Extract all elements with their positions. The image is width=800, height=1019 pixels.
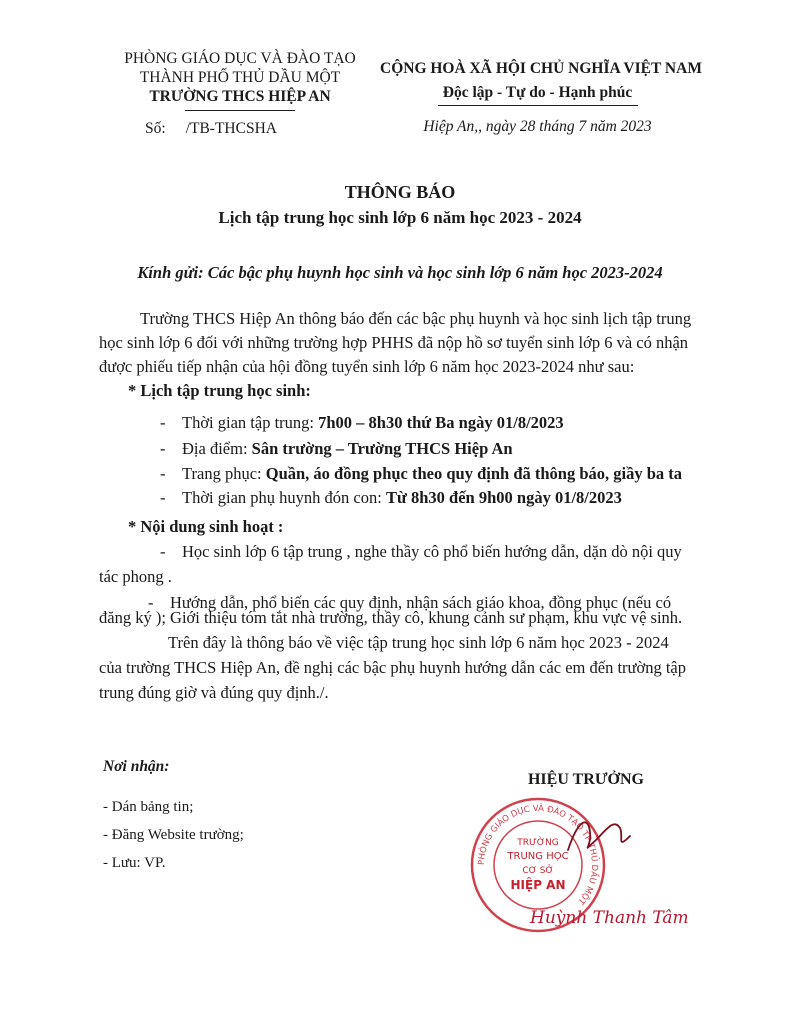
recipient-item: - Đăng Website trường; [103,827,244,843]
recipient-item: - Lưu: VP. [103,855,166,871]
signature-scribble [560,810,640,870]
schedule-heading: * Lịch tập trung học sinh: [128,381,311,400]
stamp-ring-text: PHÒNG GIÁO DỤC VÀ ĐÀO TẠO TP THỦ DẦU MỘT [476,803,600,907]
stamp-center-text: CƠ SỞ [522,866,554,876]
document-title: THÔNG BÁO [344,182,456,202]
national-motto: Độc lập - Tự do - Hạnh phúc [442,84,633,101]
stamp-center-text: TRƯỜNG [517,838,559,848]
signer-name: Huỳnh Thanh Tâm [530,908,689,928]
recipients-heading: Nơi nhận: [103,758,170,775]
agency-name: PHÒNG GIÁO DỤC VÀ ĐÀO TẠO [124,50,356,67]
schedule-item-pickup: - Thời gian phụ huynh đón con: Từ 8h30 đến 9h00 ngày 01/8/2023 [160,488,622,507]
header-left-rule [185,110,295,111]
stamp-center-text: HIỆP AN [510,878,566,892]
document-subtitle: Lịch tập trung học sinh lớp 6 năm học 2023 - 2024 [218,208,582,227]
city-name: THÀNH PHỐ THỦ DẦU MỘT [139,69,341,86]
closing-line-1: Trên đây là thông báo về việc tập trung học sinh lớp 6 năm học 2023 - 2024 [168,633,669,652]
content-item-1-cont: tác phong . [99,567,172,586]
greeting: Kính gửi: Các bậc phụ huynh học sinh và học sinh lớp 6 năm học 2023-2024 [137,263,663,282]
schedule-item-location: - Địa điểm: Sân trường – Trường THCS Hiệp An [160,439,513,458]
school-name: TRƯỜNG THCS HIỆP AN [149,88,331,105]
content-item-2-cont: đăng ký ); Giới thiệu tóm tắt nhà trường, thầy cô, khung cảnh sư phạm, khu vực vệ sinh. [99,608,683,627]
signer-role: HIỆU TRƯỞNG [527,771,644,788]
schedule-item-time: - Thời gian tập trung: 7h00 – 8h30 thứ Ba ngày 01/8/2023 [160,413,564,432]
recipient-item: - Dán bảng tin; [103,799,194,815]
header-right-rule [438,105,638,106]
schedule-item-uniform: - Trang phục: Quần, áo đồng phục theo quy định đã thông báo, giầy ba ta [160,464,683,483]
closing-line-2: của trường THCS Hiệp An, đề nghị các bậc phụ huynh hướng dẫn các em đến trường tập [99,658,686,677]
intro-line-1: Trường THCS Hiệp An thông báo đến các bậc phụ huynh và học sinh lịch tập trung [140,309,692,328]
intro-line-2: học sinh lớp 6 đối với những trường hợp PHHS đã nộp hồ sơ tuyển sinh lớp 6 và có nhận [99,333,689,352]
closing-line-3: trung đúng giờ và đúng quy định./. [99,683,329,702]
content-item-1: - Học sinh lớp 6 tập trung , nghe thầy cô phổ biến hướng dẫn, dặn dò nội quy [160,542,682,561]
document-number: Số: /TB-THCSHA [145,120,277,137]
content-item-2: - Hướng dẫn, phổ biến các quy định, nhận sách giáo khoa, đồng phục (nếu có [148,593,672,612]
stamp-center-text: TRUNG HỌC [507,851,569,862]
content-heading: * Nội dung sinh hoạt : [128,517,284,536]
document-date: Hiệp An,, ngày 28 tháng 7 năm 2023 [423,118,652,135]
national-title: CỘNG HOÀ XÃ HỘI CHỦ NGHĨA VIỆT NAM [380,60,702,77]
intro-line-3: được phiếu tiếp nhận của hội đồng tuyển sinh lớp 6 năm học 2023-2024 như sau: [99,357,635,376]
